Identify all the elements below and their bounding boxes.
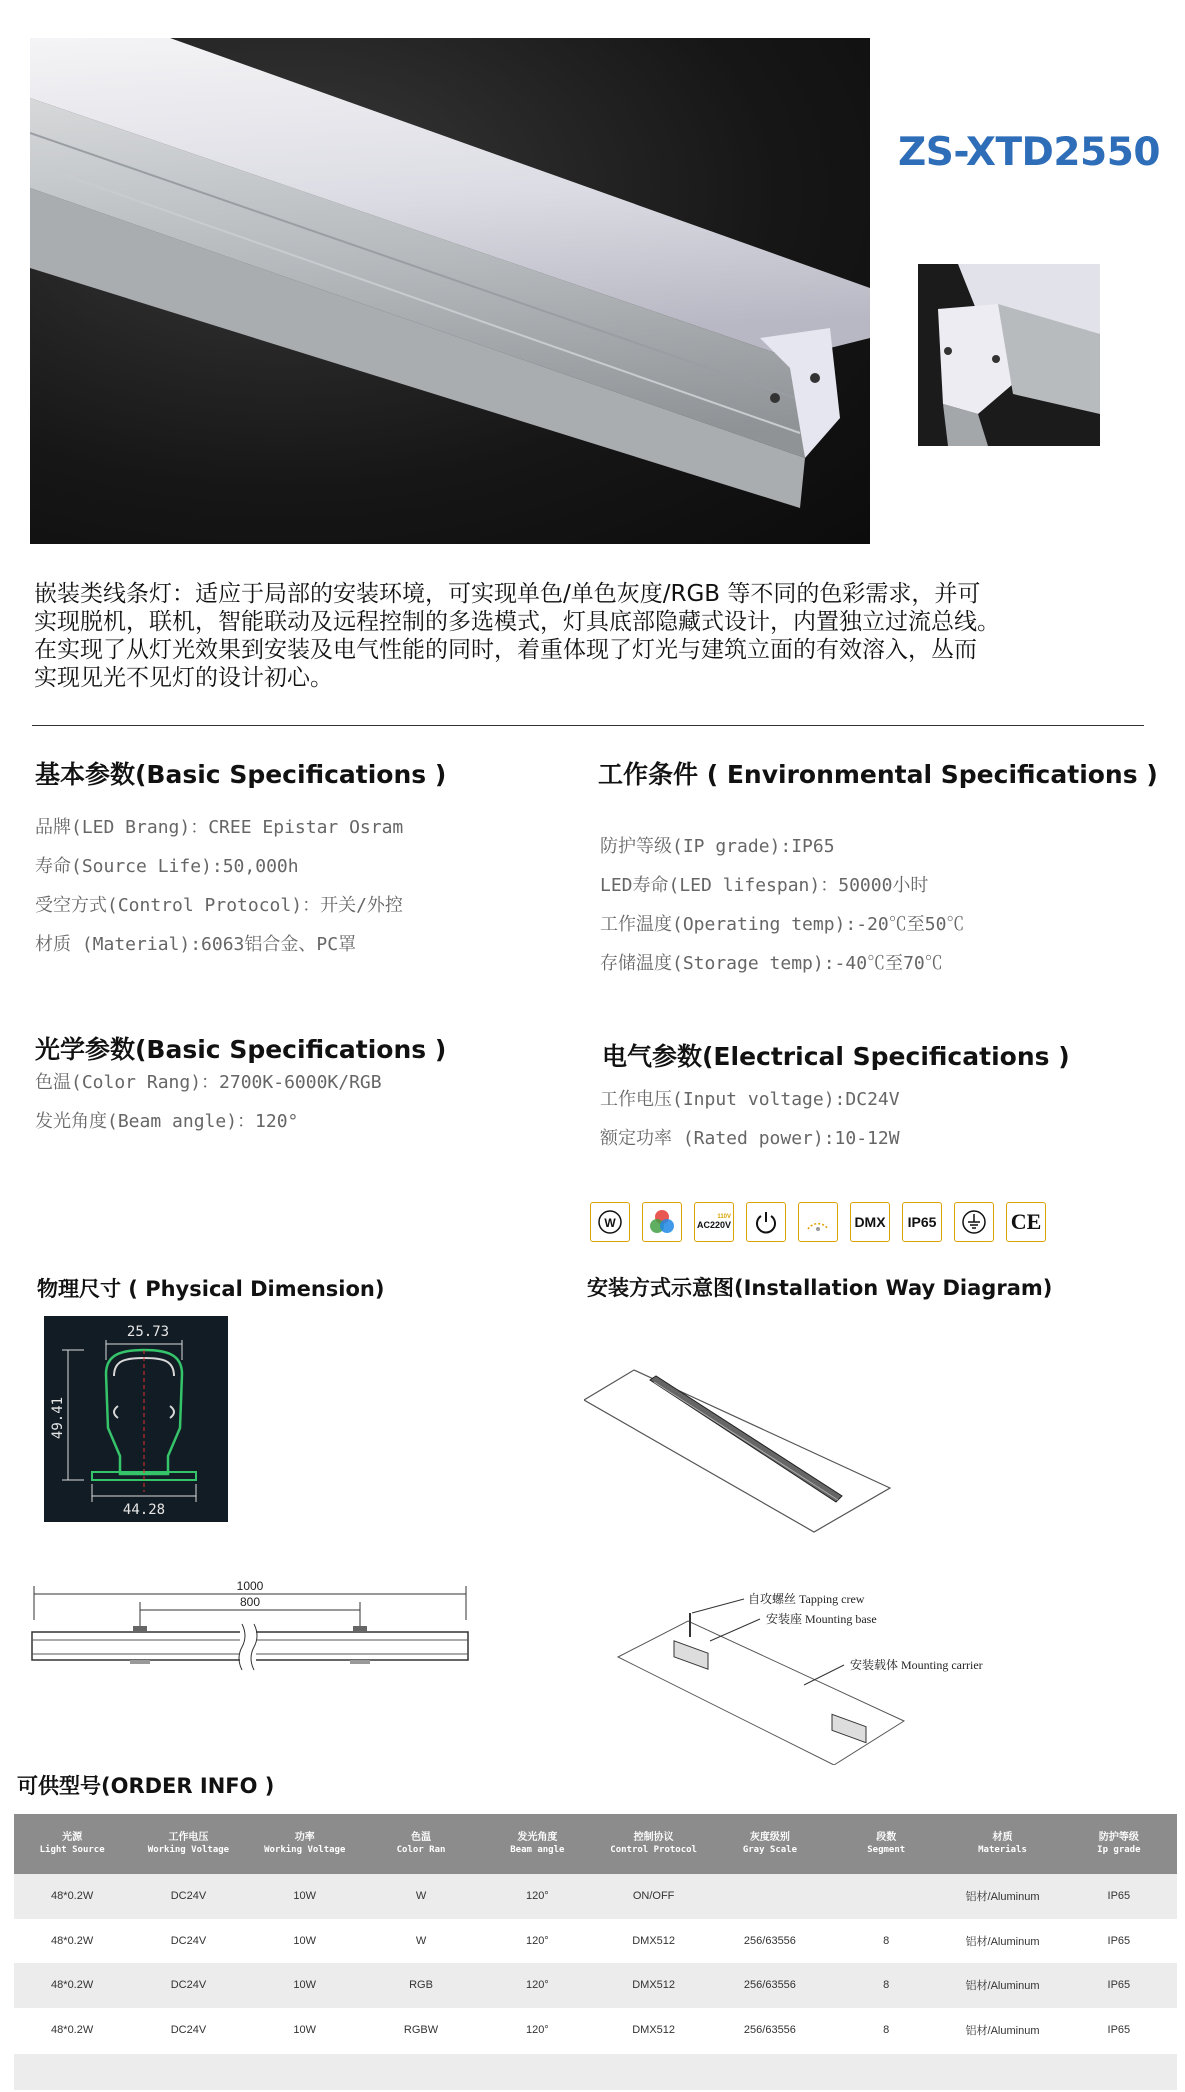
table-row — [14, 1963, 1177, 2008]
dmx-label: DMX — [854, 1214, 886, 1230]
dim-bottom-width: 44.28 — [122, 1502, 166, 1518]
column-header-en: Ip grade — [1097, 1845, 1141, 1855]
power-cert-icon — [746, 1202, 786, 1242]
column-header — [14, 1814, 130, 1874]
column-header — [712, 1814, 828, 1874]
table-cell — [712, 1874, 828, 1919]
length-mount: 800 — [239, 1595, 261, 1609]
table-cell: DMX512 — [595, 1963, 711, 2008]
spec-material: 材质 (Material):6063铝合金、PC罩 — [35, 934, 357, 955]
spec-input-voltage: 工作电压(Input voltage):DC24V — [600, 1089, 900, 1110]
ac-voltage-cert-icon — [694, 1202, 734, 1242]
product-thumbnail — [918, 264, 1100, 446]
column-header-cn: 发光角度 — [517, 1832, 558, 1843]
table-row — [14, 1874, 1177, 1919]
table-cell: RGB — [363, 1963, 479, 2008]
column-header — [828, 1814, 944, 1874]
description-line: 实现见光不见灯的设计初心。 — [34, 665, 333, 691]
table-cell: IP65 — [1061, 1919, 1177, 1964]
mounting-detail-drawing — [614, 1585, 1034, 1765]
table-cell: 48*0.2W — [14, 2008, 130, 2053]
table-cell: DC24V — [130, 1963, 246, 2008]
table-cell: DC24V — [130, 1874, 246, 1919]
table-cell: 铝材/Aluminum — [944, 1963, 1060, 2008]
column-header-cn: 防护等级 — [1098, 1832, 1139, 1843]
spec-beam-angle: 发光角度(Beam angle)：120° — [35, 1111, 299, 1132]
description-line: 实现脱机，联机，智能联动及远程控制的多选模式，灯具底部隐藏式设计，内置独立过流总线。 — [34, 609, 1000, 635]
table-cell: W — [363, 1874, 479, 1919]
table-cell: 120° — [479, 2008, 595, 2053]
table-row — [14, 2008, 1177, 2053]
column-header-en: Materials — [978, 1845, 1027, 1855]
label-tapping-screw: 自攻螺丝 Tapping crew — [748, 1592, 865, 1606]
column-header-cn: 段数 — [876, 1832, 897, 1843]
table-cell: 8 — [828, 2008, 944, 2053]
table-cell: RGBW — [363, 2008, 479, 2053]
ip65-cert-icon — [902, 1202, 942, 1242]
dim-top-width: 25.73 — [126, 1324, 170, 1340]
column-header-en: Light Source — [39, 1845, 105, 1855]
cross-section-drawing — [44, 1316, 228, 1522]
column-header — [130, 1814, 246, 1874]
column-header-en: Segment — [867, 1845, 906, 1855]
ac-top-label: 110V — [717, 1214, 731, 1220]
dim-height: 49.41 — [50, 1396, 66, 1440]
table-cell: 48*0.2W — [14, 1919, 130, 1964]
spec-storage-temp: 存储温度(Storage temp):-40℃至70℃ — [600, 953, 943, 974]
physical-dimension-title: 物理尺寸 ( Physical Dimension) — [37, 1277, 385, 1301]
column-header-en: Working Voltage — [264, 1845, 346, 1855]
table-cell: DC24V — [130, 2008, 246, 2053]
product-photo — [30, 38, 870, 544]
spec-ip: 防护等级(IP grade):IP65 — [600, 836, 835, 857]
table-cell: 256/63556 — [712, 1963, 828, 2008]
ce-label: CE — [1010, 1209, 1042, 1234]
table-cell: 铝材/Aluminum — [944, 1874, 1060, 1919]
table-cell: 8 — [828, 1919, 944, 1964]
column-header-cn: 功率 — [294, 1832, 315, 1843]
spec-brand: 品牌(LED Brang)：CREE Epistar Osram — [35, 817, 404, 838]
column-header — [363, 1814, 479, 1874]
table-cell: 铝材/Aluminum — [944, 2008, 1060, 2053]
order-info-table — [14, 1814, 1177, 2052]
table-cell: IP65 — [1061, 1963, 1177, 2008]
column-header-en: Working Voltage — [147, 1845, 230, 1855]
table-cell: 120° — [479, 1963, 595, 2008]
rgb-cert-icon — [642, 1202, 682, 1242]
installation-diagram-title: 安装方式示意图(Installation Way Diagram) — [587, 1276, 1053, 1300]
table-cell: DMX512 — [595, 1919, 711, 1964]
table-cell: 48*0.2W — [14, 1874, 130, 1919]
column-header-cn: 色温 — [411, 1832, 432, 1843]
table-cell: 10W — [247, 1874, 363, 1919]
basic-spec-title: 基本参数(Basic Specifications ) — [35, 760, 447, 789]
column-header — [595, 1814, 711, 1874]
column-header — [944, 1814, 1060, 1874]
table-cell: 256/63556 — [712, 1919, 828, 1964]
environmental-spec-title: 工作条件 ( Environmental Specifications ) — [598, 760, 1158, 789]
table-header-row — [14, 1814, 1177, 1874]
ac-voltage-label: AC220V — [696, 1220, 732, 1230]
ground-cert-icon — [954, 1202, 994, 1242]
table-cell: 10W — [247, 1963, 363, 2008]
product-description — [34, 580, 1164, 692]
column-header-cn: 灰度级别 — [749, 1832, 790, 1843]
electrical-spec-title: 电气参数(Electrical Specifications ) — [602, 1042, 1070, 1071]
length-drawing — [30, 1570, 470, 1680]
table-cell: 8 — [828, 1963, 944, 2008]
table-cell: DMX512 — [595, 2008, 711, 2053]
description-line: 嵌装类线条灯：适应于局部的安装环境，可实现单色/单色灰度/RGB 等不同的色彩需求，并可 — [34, 581, 981, 607]
spec-color-temp: 色温(Color Rang)：2700K-6000K/RGB — [35, 1072, 382, 1093]
description-line: 在实现了从灯光效果到安装及电气性能的同时，着重体现了灯光与建筑立面的有效溶入，丛而 — [34, 637, 977, 663]
column-header-cn: 控制协议 — [633, 1832, 674, 1843]
column-header-en: Beam angle — [510, 1845, 565, 1855]
column-header-cn: 材质 — [992, 1832, 1013, 1843]
label-mounting-base: 安装座 Mounting base — [766, 1612, 877, 1626]
optical-spec-title: 光学参数(Basic Specifications ) — [35, 1035, 447, 1064]
table-cell: 120° — [479, 1874, 595, 1919]
table-footer-band — [14, 2054, 1177, 2090]
table-body — [14, 1874, 1177, 2052]
table-cell: IP65 — [1061, 2008, 1177, 2053]
column-header-en: Color Ran — [396, 1845, 446, 1855]
table-cell: 铝材/Aluminum — [944, 1919, 1060, 1964]
led-bar-end-illustration — [918, 264, 1100, 446]
wattage-cert-icon — [590, 1202, 630, 1242]
section-divider — [32, 725, 1144, 726]
spec-control: 受空方式(Control Protocol)：开关/外控 — [35, 895, 403, 916]
column-header-en: Gray Scale — [742, 1845, 798, 1855]
led-bar-illustration — [30, 38, 870, 544]
table-cell: 10W — [247, 2008, 363, 2053]
spec-rated-power: 额定功率 (Rated power):10-12W — [600, 1128, 900, 1149]
label-mounting-carrier: 安装载体 Mounting carrier — [850, 1658, 983, 1672]
spec-led-life: LED寿命(LED lifespan)：50000小时 — [600, 875, 929, 896]
column-header-en: Control Protocol — [610, 1845, 697, 1855]
beam-angle-cert-icon — [798, 1202, 838, 1242]
table-cell — [828, 1874, 944, 1919]
column-header — [1061, 1814, 1177, 1874]
column-header — [479, 1814, 595, 1874]
length-total: 1000 — [236, 1579, 264, 1593]
table-cell: DC24V — [130, 1919, 246, 1964]
dmx-cert-icon — [850, 1202, 890, 1242]
column-header-cn: 工作电压 — [168, 1832, 209, 1843]
wattage-label: W — [604, 1216, 616, 1230]
table-cell: IP65 — [1061, 1874, 1177, 1919]
spec-life: 寿命(Source Life):50,000h — [35, 856, 299, 877]
column-header-cn: 光源 — [62, 1832, 83, 1843]
table-cell: 10W — [247, 1919, 363, 1964]
spec-operating-temp: 工作温度(Operating temp):-20℃至50℃ — [600, 914, 965, 935]
ip65-label: IP65 — [907, 1214, 937, 1230]
table-cell: 48*0.2W — [14, 1963, 130, 2008]
column-header — [247, 1814, 363, 1874]
table-cell: W — [363, 1919, 479, 1964]
table-cell: 120° — [479, 1919, 595, 1964]
installation-perspective-drawing — [584, 1350, 894, 1540]
model-number: ZS-XTD2550 — [898, 130, 1160, 175]
order-info-title: 可供型号(ORDER INFO ) — [17, 1774, 275, 1798]
table-row — [14, 1919, 1177, 1964]
table-cell: ON/OFF — [595, 1874, 711, 1919]
table-cell: 256/63556 — [712, 2008, 828, 2053]
ce-cert-icon — [1006, 1202, 1046, 1242]
